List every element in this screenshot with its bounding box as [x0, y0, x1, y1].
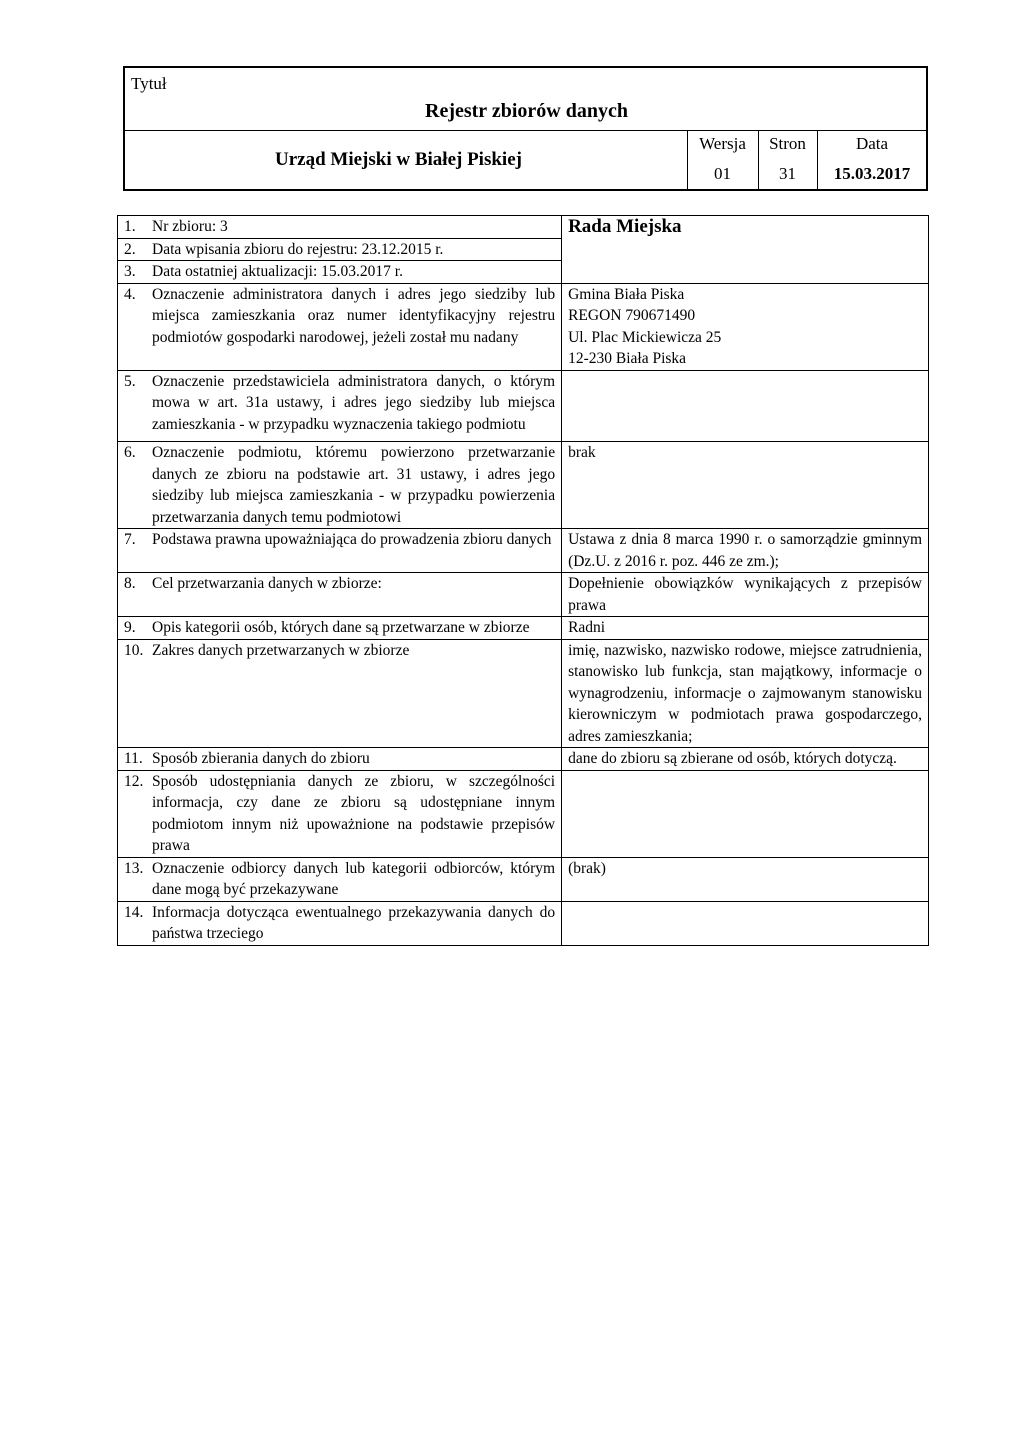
- field-label: Data wpisania zbioru do rejestru: 23.12.2015 r.: [152, 240, 444, 258]
- value-cell: [562, 216, 929, 284]
- item-number: 6.: [124, 444, 136, 461]
- value-cell: [562, 529, 929, 573]
- field-label: Zakres danych przetwarzanych w zbiorze: [152, 641, 410, 659]
- value-cell: [562, 857, 929, 901]
- version-value: 01: [714, 164, 731, 183]
- field-label: Sposób zbierania danych do zbioru: [152, 750, 370, 767]
- table-row: [118, 283, 929, 370]
- table-row: [118, 857, 929, 901]
- item-number: 1.: [124, 218, 136, 235]
- field-cell: [118, 617, 562, 640]
- organization-name: Urząd Miejski w Białej Piskiej: [275, 149, 522, 170]
- value-cell: [562, 901, 929, 945]
- item-number: 5.: [124, 372, 136, 390]
- header-divider: [125, 130, 926, 131]
- item-number: 2.: [124, 240, 136, 258]
- pages-label: Stron: [769, 134, 806, 153]
- item-number: 9.: [124, 619, 136, 636]
- table-row: [118, 573, 929, 617]
- field-cell: [118, 529, 562, 573]
- field-cell: [118, 283, 562, 370]
- value-cell: [562, 639, 929, 748]
- field-label: Oznaczenie administratora danych i adres jego siedziby lub miejsca zamieszkania oraz numer identyfikacyjny rejestru podmiotów gospodarki narodowej, jeżeli został mu nadany: [152, 285, 556, 346]
- field-label: Oznaczenie podmiotu, któremu powierzono przetwarzanie danych ze zbioru na podstawie art. 31 ustawy, i adres jego siedziby lub miejsca zamieszkania - w przypadku powierzenia przetwarzania danych temu podmiotowi: [152, 444, 556, 526]
- value-cell: [562, 617, 929, 640]
- table-row: [118, 617, 929, 640]
- item-number: 10.: [124, 641, 144, 659]
- item-number: 14.: [124, 903, 144, 921]
- value-cell: [562, 770, 929, 857]
- field-label: Nr zbioru: 3: [152, 218, 228, 235]
- table-row: [118, 639, 929, 748]
- field-value: dane do zbioru są zbierane od osób, których dotyczą.: [568, 750, 897, 767]
- field-value-line: Gmina Biała Piska: [568, 285, 685, 303]
- item-number: 7.: [124, 531, 136, 548]
- item-number: 13.: [124, 859, 144, 877]
- item-number: 8.: [124, 575, 136, 592]
- field-cell: [118, 901, 562, 945]
- date-label: Data: [855, 134, 889, 153]
- field-cell: [118, 370, 562, 442]
- table-row: [118, 216, 929, 239]
- field-cell: [118, 261, 562, 284]
- table-row: [118, 770, 929, 857]
- field-cell: [118, 216, 562, 239]
- document-title: Rejestr zbiorów danych: [425, 100, 628, 122]
- value-cell: [562, 370, 929, 442]
- field-cell: [118, 442, 562, 529]
- field-cell: [118, 857, 562, 901]
- field-value: Radni: [568, 619, 606, 636]
- field-value: (brak): [568, 859, 606, 877]
- value-cell: [562, 442, 929, 529]
- value-cell: [562, 283, 929, 370]
- item-number: 4.: [124, 285, 136, 303]
- pages-value: 31: [779, 164, 796, 183]
- field-label: Opis kategorii osób, których dane są przetwarzane w zbiorze: [152, 619, 530, 636]
- value-cell: [562, 573, 929, 617]
- item-number: 12.: [124, 772, 144, 790]
- field-cell: [118, 573, 562, 617]
- field-value: imię, nazwisko, nazwisko rodowe, miejsce zatrudnienia, stanowisko lub funkcja, stan majątkowy, informacje o wynagrodzeniu, informacje o zajmowanym stanowisku kierowniczym w podmiotach prawa gospodarczego, adres zamieszkania;: [568, 641, 922, 745]
- field-value-line: REGON 790671490: [568, 307, 696, 324]
- field-value-line: Ul. Plac Mickiewicza 25: [568, 328, 722, 346]
- field-value-line: 12-230 Biała Piska: [568, 350, 687, 367]
- field-cell: [118, 639, 562, 748]
- field-value: brak: [568, 444, 596, 461]
- value-cell: [562, 748, 929, 771]
- field-value: Ustawa z dnia 8 marca 1990 r. o samorządzie gminnym (Dz.U. z 2016 r. poz. 446 ze zm.);: [568, 531, 922, 570]
- field-label: Oznaczenie przedstawiciela administratora danych, o którym mowa w art. 31a ustawy, i adres jego siedziby lub miejsca zamieszkania - w przypadku wyznaczenia takiego podmiotu: [152, 372, 556, 433]
- field-label: Cel przetwarzania danych w zbiorze:: [152, 575, 382, 592]
- field-value: Rada Miejska: [568, 216, 682, 237]
- field-cell: [118, 238, 562, 261]
- table-row: [118, 370, 929, 442]
- table-row: [118, 901, 929, 945]
- field-value: Dopełnienie obowiązków wynikających z przepisów prawa: [568, 575, 922, 614]
- field-label: Data ostatniej aktualizacji: 15.03.2017 r.: [152, 263, 403, 280]
- table-row: [118, 748, 929, 771]
- field-cell: [118, 770, 562, 857]
- field-cell: [118, 748, 562, 771]
- table-row: [118, 442, 929, 529]
- title-label: Tytuł: [131, 74, 167, 93]
- item-number: 3.: [124, 263, 136, 280]
- date-value: 15.03.2017: [833, 164, 911, 183]
- field-label: Sposób udostępniania danych ze zbioru, w szczególności informacja, czy dane ze zbioru są udostępniane innym podmiotom innym niż upoważnione na podstawie przepisów prawa: [152, 772, 556, 854]
- header-box: [123, 66, 928, 191]
- version-label: Wersja: [699, 134, 746, 153]
- field-label: Informacja dotycząca ewentualnego przekazywania danych do państwa trzeciego: [152, 903, 556, 942]
- item-number: 11.: [124, 750, 143, 767]
- register-table: [117, 215, 929, 946]
- field-label: Oznaczenie odbiorcy danych lub kategorii odbiorców, którym dane mogą być przekazywane: [152, 859, 556, 898]
- field-label: Podstawa prawna upoważniająca do prowadzenia zbioru danych: [152, 531, 552, 548]
- table-row: [118, 529, 929, 573]
